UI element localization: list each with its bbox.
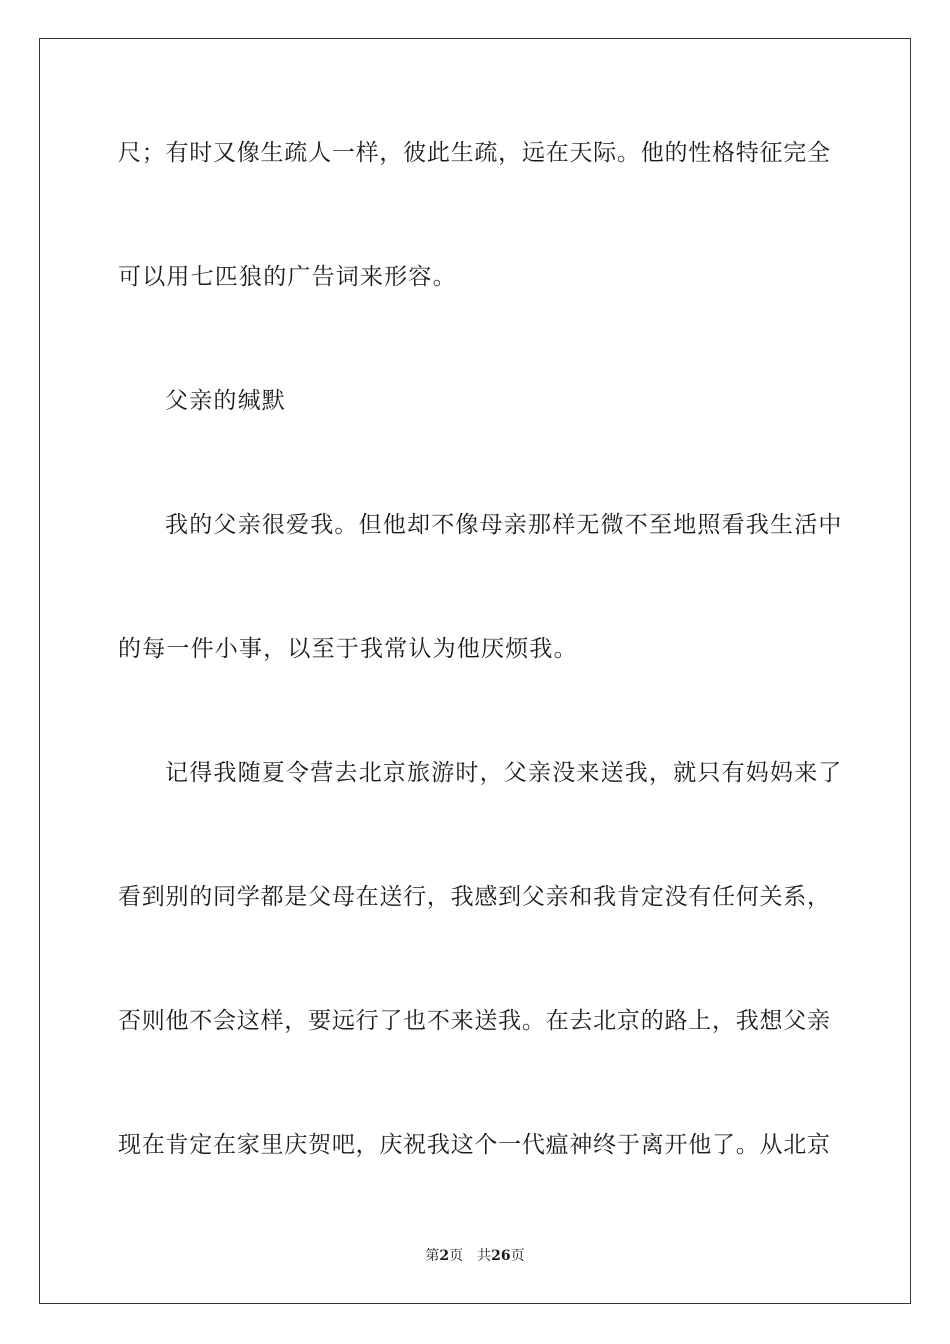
total-suffix: 页 [510, 1248, 525, 1264]
paragraph-line: 看到别的同学都是父母在送行，我感到父亲和我肯定没有任何关系， [118, 884, 830, 910]
page-number: 2 [439, 1248, 450, 1264]
paragraph-line: 我的父亲很爱我。但他却不像母亲那样无微不至地照看我生活中 [165, 512, 843, 538]
paragraph-line: 记得我随夏令营去北京旅游时，父亲没来送我，就只有妈妈来了 [165, 760, 843, 786]
page-suffix: 页 [449, 1248, 464, 1264]
paragraph-line: 否则他不会这样，要远行了也不来送我。在去北京的路上，我想父亲 [118, 1008, 830, 1034]
total-prefix: 共 [477, 1248, 492, 1264]
page-border [39, 38, 911, 1304]
paragraph-line: 尺；有时又像生疏人一样，彼此生疏，远在天际。他的性格特征完全 [118, 140, 830, 166]
section-heading: 父亲的缄默 [165, 388, 286, 414]
paragraph-line: 可以用七匹狼的广告词来形容。 [118, 264, 457, 290]
total-pages: 26 [491, 1248, 511, 1264]
page-prefix: 第 [425, 1248, 440, 1264]
page-footer [0, 1247, 950, 1265]
paragraph-line: 现在肯定在家里庆贺吧，庆祝我这个一代瘟神终于离开他了。从北京 [118, 1132, 830, 1158]
paragraph-line: 的每一件小事，以至于我常认为他厌烦我。 [118, 636, 578, 662]
